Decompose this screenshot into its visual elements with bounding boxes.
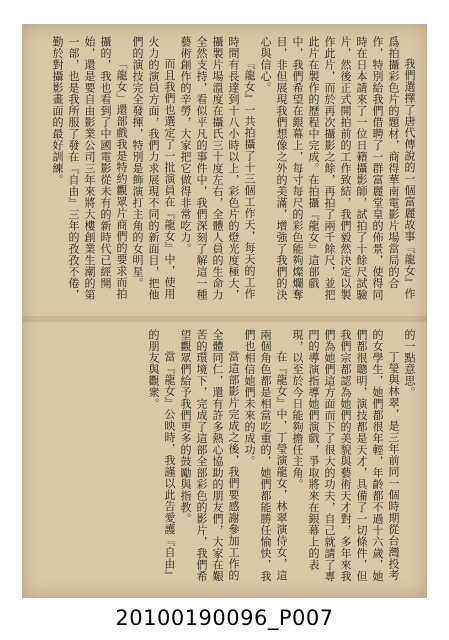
paragraph: 『龍女』一共拍攝了十三個工作天，每天的工作時間有長達到十八小時以上，彩色片的燈光度極大，攝製片場溫度在攝氏三十度左右，全體人員的生命力全然支持，看似平凡的事件中，我們深刻了解這一種藝術創作的辛勞，大家把它做得非常吃力。 — [179, 36, 256, 301]
paragraph: 丁瑩與林翠，是三年前同一個時期從台灣投考的女學生，她們都很年輕，年齡都不過十六歲，她們都很聰明，演技都是天才，具備了一切條件，但我們宗都認為她們的美貌與藝術天才對，多年來我們為她們這方面而下了很大的功夫，自己就請了專門的導演指導她們演戲，爭取將來在銀幕上的表現，以至於今日能夠擔任主角。 — [291, 329, 400, 582]
paragraph: 的一點意思。 — [403, 329, 416, 398]
bottom-text-block — [32, 329, 417, 591]
archive-id-caption: 20100190096_P007 — [115, 606, 334, 630]
paragraph: 而且我們也選定了一批演員在『龍女』中，使用火力的演員方面，我們力求展現不同的新面目，把他們的演技完全發揮，特別是飾演打主角的女明星。 — [131, 36, 176, 301]
paragraph: 我們選擇了唐代傳說的一個富麗故事『龍女』作爲拍攝彩色片的題材，商得華南電影片場當局的合作，特別給我們借聘了一群富麗堂皇的佈景，使得同時在日本請來了一位日籍攝影師，試拍了十餘尺試驗片，然後正式開拍前的工作致結，我們毅然決定以製作此片，而於再次攝影之餘，再拍了兩千餘尺，並把此片在製作的歷程中完成。在拍攝『龍女』這部戲中，我們希望在銀幕上，每寸每尺的彩色能夠燦爛奪目，非但展現我們想像之外的美滿，增強了我們的決心與信心。 — [259, 36, 416, 301]
top-text-block — [32, 36, 417, 306]
paragraph: 在『龍女』中，丁瑩演龍女，林翠演侍女，這兩個角色都是相當吃重的，她們都能勝任愉快，我們也相信她們未來的成功。 — [243, 329, 288, 582]
page-fold — [22, 316, 427, 322]
document-page — [22, 24, 427, 598]
paragraph: 當這部影片完成之後，我們要感謝參加工作的全體同仁，還有許多熱心協助的朋友們，大家在艱苦的環境下，完成了這部全部彩色的影片，我們希望觀眾們給予我們更多的鼓勵與指教。 — [179, 329, 240, 582]
paragraph: 「龍女」還部戲我是特約觀眾片商們的要求而拍攝的，我也看到了中國電影從未有的新時代已經開始，還是要自由影業公司三年來將大樓創業生潮的第一部，也是我所服了發在『自由』三年的孜孜不倦，勤於對攝影畫面的最好訓練。 — [51, 36, 128, 301]
paragraph: 當『龍女』公映時，我謹以此告愛護『自由』的朋友與觀衆。 — [147, 329, 176, 581]
